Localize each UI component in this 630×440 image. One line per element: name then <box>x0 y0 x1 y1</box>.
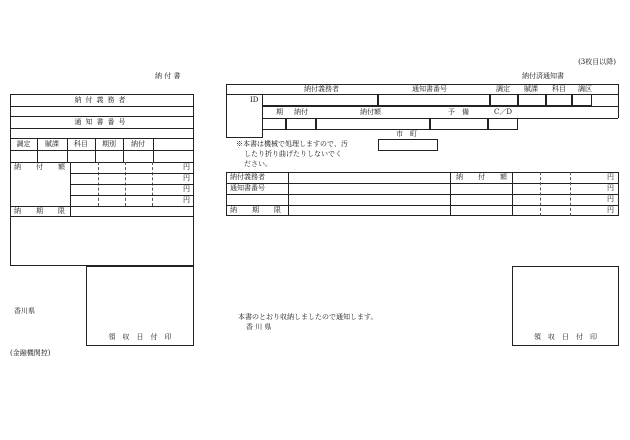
right-yen-1: 円 <box>607 173 614 181</box>
right-notice-line-3: ださい。 <box>244 160 272 168</box>
left-receipt-stamp-label: 領 収 日 付 印 <box>108 333 172 341</box>
right-city-box <box>378 139 438 151</box>
right-top-taxpayer: 納付義務者 <box>304 85 339 93</box>
right-yobi-label: 予 備 <box>448 108 469 116</box>
left-code-kamoku: 科目 <box>74 140 88 148</box>
left-notice-no-label: 通知書番号 <box>74 118 130 126</box>
right-nofu-label: 納付 <box>294 108 308 116</box>
right-notice-line-1: ※本書は機械で処理しますので、汚 <box>236 140 348 148</box>
copy-note: (3枚目以降) <box>578 58 616 66</box>
right-id-label: ID <box>250 96 259 104</box>
left-code-fuka: 賦課 <box>45 140 59 148</box>
right-notice-line-2: したり折り曲げたりしないでく <box>244 150 342 158</box>
right-yen-3: 円 <box>607 195 614 203</box>
right-ki-label: 期 <box>276 108 283 116</box>
bank-copy-label: (金融機関控) <box>10 349 51 357</box>
right-table-notice-no: 通知書番号 <box>230 184 265 192</box>
left-taxpayer-label: 納付義務者 <box>74 96 130 104</box>
left-code-kibetsu: 期別 <box>102 140 116 148</box>
right-table-amount: 納 付 額 <box>456 173 511 181</box>
left-code-chotei: 調定 <box>16 140 31 148</box>
right-cd-label: C／D <box>494 108 512 116</box>
right-form-title: 納付済通知書 <box>522 72 564 80</box>
right-top-kamoku: 科目 <box>552 85 566 93</box>
left-prefecture: 香川県 <box>14 307 35 315</box>
left-code-nofu: 納付 <box>131 140 145 148</box>
right-top-chotei: 調定 <box>496 85 510 93</box>
left-amount-label: 納 付 額 <box>14 163 69 171</box>
right-city-label: 市 町 <box>396 130 417 138</box>
right-yen-2: 円 <box>607 184 614 192</box>
left-deadline-label: 納 期 限 <box>14 207 69 215</box>
right-top-notice-no: 通知書番号 <box>412 85 447 93</box>
left-yen-4: 円 <box>183 196 190 204</box>
right-receipt-message: 本書のとおり収納しましたので通知します。 <box>238 313 378 321</box>
right-top-choku: 調区 <box>578 85 592 93</box>
left-yen-3: 円 <box>183 185 190 193</box>
right-table-taxpayer: 納付義務者 <box>230 173 265 181</box>
left-form-title: 納 付 書 <box>155 72 181 80</box>
right-nofugaku-label: 納付額 <box>360 108 381 116</box>
right-table-deadline: 納 期 限 <box>230 206 285 214</box>
right-prefecture: 香 川 県 <box>246 323 272 331</box>
right-yen-4: 円 <box>607 206 614 214</box>
right-top-fuka: 賦課 <box>524 85 538 93</box>
right-receipt-stamp-label: 領 収 日 付 印 <box>534 333 597 341</box>
left-yen-1: 円 <box>183 163 190 171</box>
left-yen-2: 円 <box>183 174 190 182</box>
